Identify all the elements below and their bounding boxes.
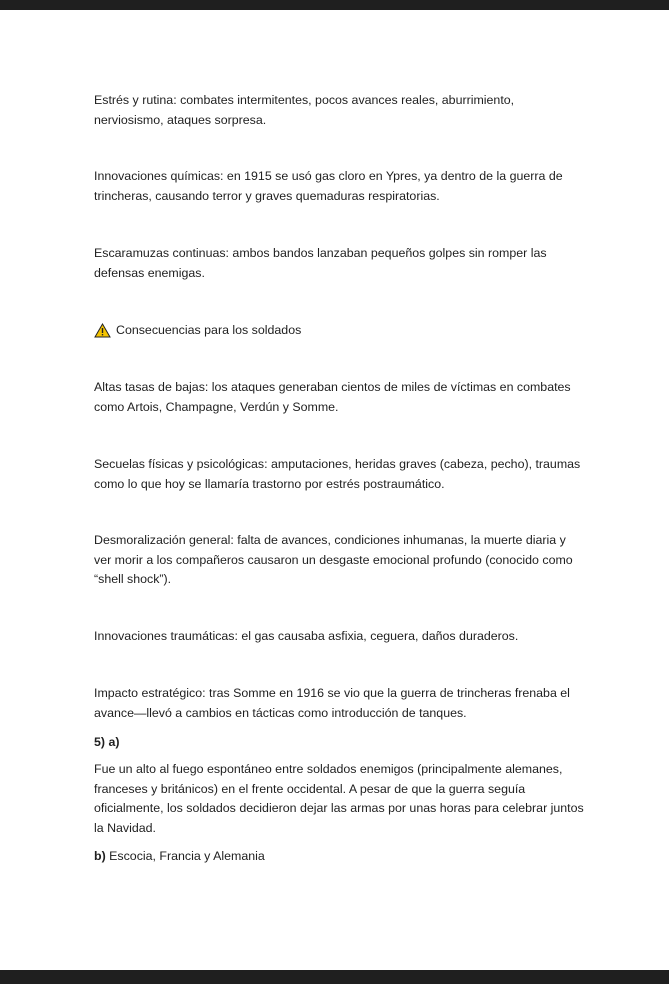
section-heading-text: Consecuencias para los soldados xyxy=(116,323,302,337)
document-page xyxy=(0,10,669,970)
question-5b-label: b) xyxy=(94,849,106,863)
paragraph-demoralization: Desmoralización general: falta de avances, condiciones inhumanas, la muerte diaria y ver morir a los compañeros causaron un desgaste emocional profundo (conocido como “shell shock”). xyxy=(94,533,573,586)
answer-5a: Fue un alto al fuego espontáneo entre soldados enemigos (principalmente alemanes, franceses y británicos) en el frente occidental. A pesar de que la guerra seguía oficialmente, los soldados decidieron dejar las armas por unas horas para celebrar juntos la Navidad. xyxy=(94,762,584,835)
paragraph-strategic-impact: Impacto estratégico: tras Somme en 1916 se vio que la guerra de trincheras frenaba el avance—llevó a cambios en tácticas como introducción de tanques. xyxy=(94,686,570,720)
question-5a-label: 5) a) xyxy=(94,735,120,749)
paragraph-stress-routine: Estrés y rutina: combates intermitentes, pocos avances reales, aburrimiento, nerviosismo, ataques sorpresa. xyxy=(94,93,515,127)
answer-5b-line xyxy=(94,847,584,867)
paragraph-sequelae: Secuelas físicas y psicológicas: amputaciones, heridas graves (cabeza, pecho), traumas como lo que hoy se llamaría trastorno por estrés postraumático. xyxy=(94,457,581,491)
paragraph-casualties: Altas tasas de bajas: los ataques generaban cientos de miles de víctimas en combates como Artois, Champagne, Verdún y Somme. xyxy=(94,380,571,414)
bottom-window-bar xyxy=(0,970,669,984)
answer-5b: Escocia, Francia y Alemania xyxy=(105,849,265,863)
warning-icon xyxy=(94,323,111,338)
top-window-bar xyxy=(0,0,669,10)
section-heading xyxy=(94,321,584,341)
paragraph-chemical-innovations: Innovaciones químicas: en 1915 se usó gas cloro en Ypres, ya dentro de la guerra de trincheras, causando terror y graves quemaduras respiratorias. xyxy=(94,169,563,203)
paragraph-skirmishes: Escaramuzas continuas: ambos bandos lanzaban pequeños golpes sin romper las defensas enemigas. xyxy=(94,246,547,280)
paragraph-traumatic-innovations: Innovaciones traumáticas: el gas causaba asfixia, ceguera, daños duraderos. xyxy=(94,629,519,643)
